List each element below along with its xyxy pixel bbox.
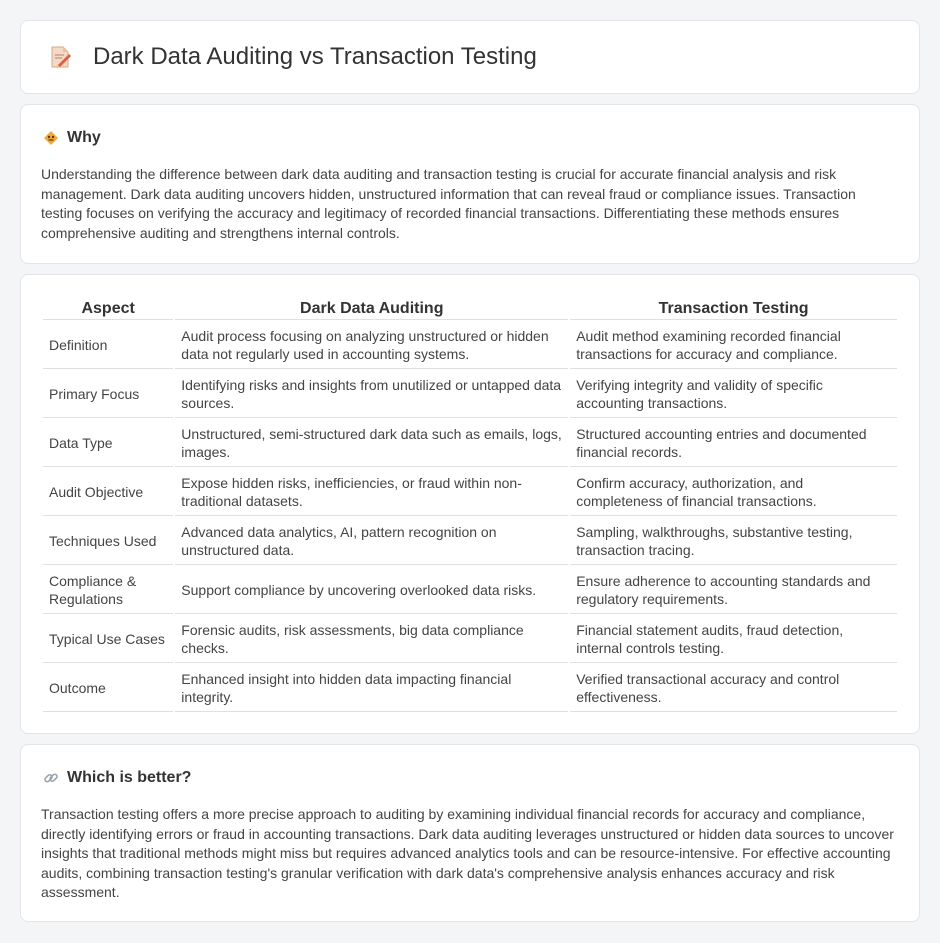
comparison-table xyxy=(41,297,899,714)
table-row xyxy=(43,322,897,369)
trans-cell: Verifying integrity and validity of specific accounting transactions. xyxy=(570,371,897,418)
header-dark-data: Dark Data Auditing xyxy=(175,299,568,320)
page-title: Dark Data Auditing vs Transaction Testing xyxy=(93,43,537,70)
dark-cell: Unstructured, semi-structured dark data such as emails, logs, images. xyxy=(175,420,568,467)
trans-cell: Confirm accuracy, authorization, and completeness of financial transactions. xyxy=(570,469,897,516)
trans-cell: Verified transactional accuracy and control effectiveness. xyxy=(570,665,897,712)
table-row xyxy=(43,371,897,418)
title-card xyxy=(20,20,920,94)
title-row xyxy=(21,21,919,93)
dark-cell: Expose hidden risks, inefficiencies, or fraud within non-traditional datasets. xyxy=(175,469,568,516)
document-pencil-icon xyxy=(47,44,73,70)
better-text: Transaction testing offers a more precise approach to auditing by examining individual financial records for accuracy and compliance, directly identifying errors or fraud in accounting transactions. Dark data auditing leverages unstructured or hidden data sources to uncover insights that traditional methods might miss but requires advanced analytics tools and can be resource-intensive. For effective accounting audits, combining transaction testing's granular verification with dark data's comprehensive analysis enhances accuracy and risk assessment. xyxy=(41,806,894,901)
table-row xyxy=(43,469,897,516)
aspect-cell: Data Type xyxy=(43,420,173,467)
aspect-cell: Definition xyxy=(43,322,173,369)
better-heading xyxy=(43,769,191,787)
dark-cell: Advanced data analytics, AI, pattern recognition on unstructured data. xyxy=(175,518,568,565)
trans-cell: Sampling, walkthroughs, substantive testing, transaction tracing. xyxy=(570,518,897,565)
table-row xyxy=(43,518,897,565)
aspect-cell: Techniques Used xyxy=(43,518,173,565)
dark-cell: Audit process focusing on analyzing unstructured or hidden data not regularly used in accounting systems. xyxy=(175,322,568,369)
dark-cell: Forensic audits, risk assessments, big data compliance checks. xyxy=(175,616,568,663)
table-row xyxy=(43,420,897,467)
why-card xyxy=(20,104,920,264)
better-heading-text: Which is better? xyxy=(67,769,192,786)
diamond-sign-icon xyxy=(43,130,59,146)
dark-cell: Enhanced insight into hidden data impacting financial integrity. xyxy=(175,665,568,712)
table-row xyxy=(43,616,897,663)
aspect-cell: Typical Use Cases xyxy=(43,616,173,663)
dark-cell: Identifying risks and insights from unutilized or untapped data sources. xyxy=(175,371,568,418)
link-icon xyxy=(43,770,59,786)
aspect-cell: Outcome xyxy=(43,665,173,712)
trans-cell: Audit method examining recorded financial transactions for accuracy and compliance. xyxy=(570,322,897,369)
trans-cell: Ensure adherence to accounting standards and regulatory requirements. xyxy=(570,567,897,614)
aspect-cell: Primary Focus xyxy=(43,371,173,418)
table-row xyxy=(43,665,897,712)
table-header-row xyxy=(43,299,897,320)
aspect-cell: Audit Objective xyxy=(43,469,173,516)
trans-cell: Financial statement audits, fraud detection, internal controls testing. xyxy=(570,616,897,663)
table-row xyxy=(43,567,897,614)
why-heading-text: Why xyxy=(67,129,101,146)
why-text: Understanding the difference between dark data auditing and transaction testing is crucial for accurate financial analysis and risk management. Dark data auditing uncovers hidden, unstructured information that can reveal fraud or compliance issues. Transaction testing focuses on verifying the accuracy and legitimacy of recorded financial transactions. Differentiating these methods ensures comprehensive auditing and strengthens internal controls. xyxy=(41,166,856,241)
why-heading xyxy=(43,129,101,147)
aspect-cell: Compliance & Regulations xyxy=(43,567,173,614)
which-better-card xyxy=(20,744,920,922)
header-aspect: Aspect xyxy=(43,299,173,320)
comparison-card xyxy=(20,274,920,734)
trans-cell: Structured accounting entries and documented financial records. xyxy=(570,420,897,467)
header-transaction: Transaction Testing xyxy=(570,299,897,320)
dark-cell: Support compliance by uncovering overlooked data risks. xyxy=(175,567,568,614)
